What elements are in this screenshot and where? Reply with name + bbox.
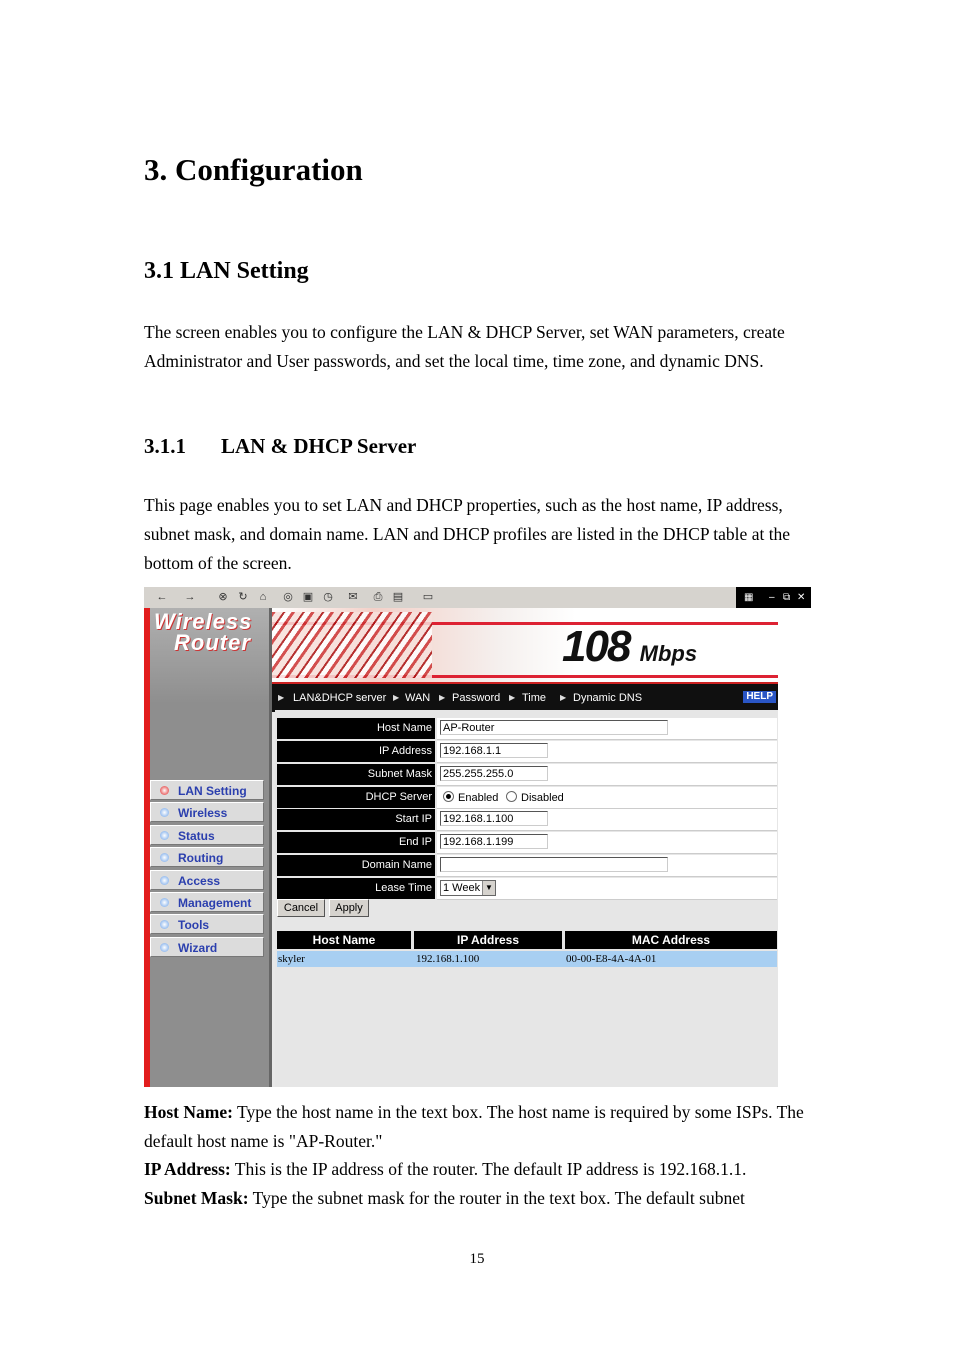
start-ip-input[interactable]: 192.168.1.100	[440, 811, 548, 826]
router-screenshot	[144, 587, 811, 1087]
sidebar-item-label: Tools	[178, 918, 210, 933]
col-ip-address: IP Address	[414, 931, 562, 949]
minimize-icon[interactable]: –	[769, 592, 775, 603]
logo-line1: Wireless	[154, 609, 253, 634]
sidebar-item-wireless[interactable]	[150, 802, 264, 822]
bullet-icon	[160, 876, 169, 885]
term-subnet-mask: Subnet Mask:	[144, 1187, 249, 1208]
lease-time-select[interactable]	[440, 880, 496, 896]
speed-badge	[562, 622, 697, 672]
end-ip-input[interactable]: 192.168.1.199	[440, 834, 548, 849]
nav-arrow-icon: ▶	[439, 693, 446, 702]
nav-arrow-icon: ▶	[393, 693, 400, 702]
tab-password[interactable]: Password	[452, 692, 501, 704]
dhcp-server-label: DHCP Server	[277, 787, 435, 808]
apply-button[interactable]: Apply	[329, 899, 369, 917]
subnet-mask-row	[277, 764, 777, 786]
sidebar-item-lan-setting[interactable]	[150, 780, 264, 800]
chevron-down-icon: ▼	[482, 881, 495, 895]
edit-icon[interactable]: ▤	[392, 591, 404, 603]
nav-arrow-icon: ▶	[278, 693, 285, 702]
logo-line2: Router	[174, 630, 251, 655]
bullet-icon	[160, 786, 169, 795]
subsection-title	[144, 434, 416, 459]
domain-name-row	[277, 855, 777, 877]
home-icon[interactable]: ⌂	[259, 591, 267, 603]
bullet-icon	[160, 898, 169, 907]
field-cell	[437, 832, 777, 854]
banner-graphic	[272, 612, 432, 678]
top-nav	[272, 682, 778, 712]
search-icon[interactable]: ◎	[283, 591, 293, 603]
page-number: 15	[469, 1251, 485, 1267]
dhcp-enabled-label: Enabled	[458, 792, 499, 804]
term-ip-address: IP Address:	[144, 1159, 231, 1179]
print-icon[interactable]: ⎙	[373, 591, 383, 603]
field-cell	[437, 741, 777, 763]
bullet-icon	[160, 808, 169, 817]
nav-arrow-icon: ▶	[560, 693, 567, 702]
host-name-input[interactable]: AP-Router	[440, 720, 668, 735]
col-host-name: Host Name	[277, 931, 411, 949]
logo	[154, 611, 252, 653]
lease-time-row	[277, 878, 777, 900]
domain-name-label: Domain Name	[277, 855, 435, 876]
browser-toolbar	[144, 587, 811, 609]
lease-time-value: 1 Week	[443, 882, 481, 894]
field-cell	[437, 718, 777, 740]
term-host-name: Host Name:	[144, 1102, 233, 1122]
subsection-paragraph: This page enables you to set LAN and DHCP properties, such as the host name, IP address, subnet mask, and domain name. LAN and DHCP profiles are listed in the DHCP table at the bottom of the screen.	[144, 495, 791, 573]
sidebar-item-label: Wizard	[178, 940, 218, 955]
discuss-icon[interactable]: ▭	[422, 591, 434, 603]
subnet-mask-input[interactable]: 255.255.255.0	[440, 766, 548, 781]
sidebar-item-label: Routing	[178, 851, 224, 866]
chapter-title: 3. Configuration	[144, 152, 363, 187]
sidebar-item-routing[interactable]	[150, 847, 264, 867]
subsection-heading: LAN & DHCP Server	[221, 434, 417, 458]
cancel-button[interactable]: Cancel	[277, 899, 325, 917]
bullet-icon	[160, 831, 169, 840]
forward-arrow-icon[interactable]: →	[184, 591, 196, 603]
cell-mac-address: 00-00-E8-4A-4A-01	[566, 953, 657, 965]
field-cell	[437, 787, 777, 809]
sidebar-item-label: LAN Setting	[178, 784, 247, 798]
ip-address-row	[277, 741, 777, 763]
mail-icon[interactable]: ✉	[348, 591, 358, 603]
end-ip-row	[277, 832, 777, 854]
sidebar-menu	[150, 780, 264, 959]
end-ip-label: End IP	[277, 832, 435, 853]
restore-icon[interactable]: ⧉	[783, 592, 791, 603]
sidebar-item-label: Status	[178, 828, 215, 843]
ip-address-input[interactable]: 192.168.1.1	[440, 743, 548, 758]
stop-icon[interactable]: ⊗	[218, 591, 228, 603]
table-row[interactable]	[277, 951, 777, 967]
bullet-icon	[160, 943, 169, 952]
start-ip-label: Start IP	[277, 809, 435, 830]
sidebar	[144, 608, 272, 1087]
speed-value: 108	[562, 622, 630, 671]
banner	[272, 608, 778, 682]
lan-dhcp-form	[275, 710, 778, 1087]
cell-ip-address: 192.168.1.100	[416, 953, 480, 965]
radio-selected-icon	[443, 791, 454, 802]
sidebar-item-label: Wireless	[178, 806, 228, 821]
tab-lan-dhcp-server[interactable]: LAN&DHCP server	[293, 692, 387, 704]
tab-wan[interactable]: WAN	[405, 692, 431, 704]
tab-time[interactable]: Time	[522, 692, 547, 704]
bullet-icon	[160, 920, 169, 929]
desc-host-name: Type the host name in the text box. The host name is required by some ISPs. The default host name is "AP-Router."	[144, 1102, 804, 1151]
speed-unit: Mbps	[639, 641, 698, 666]
subsection-number: 3.1.1	[144, 434, 186, 458]
field-descriptions	[144, 1098, 824, 1212]
bullet-icon	[160, 853, 169, 862]
dhcp-enabled-radio[interactable]	[443, 791, 498, 805]
desc-ip-address: This is the IP address of the router. The default IP address is 192.168.1.1.	[230, 1159, 747, 1179]
sidebar-item-tools[interactable]	[150, 914, 264, 934]
subnet-mask-label: Subnet Mask	[277, 764, 435, 785]
field-cell	[437, 764, 777, 786]
host-name-label: Host Name	[277, 718, 435, 739]
field-cell	[437, 855, 777, 877]
windows-logo-icon: ▦	[744, 592, 754, 603]
ip-address-label: IP Address	[277, 741, 435, 762]
history-icon[interactable]: ◷	[323, 591, 333, 603]
dhcp-disabled-label: Disabled	[521, 792, 564, 804]
tab-dynamic-dns[interactable]: Dynamic DNS	[573, 692, 643, 704]
host-name-row	[277, 718, 777, 740]
help-button[interactable]: HELP	[743, 691, 776, 703]
sidebar-item-access[interactable]	[150, 870, 264, 890]
sidebar-item-status[interactable]	[150, 825, 264, 845]
nav-arrow-icon: ▶	[509, 693, 516, 702]
field-cell	[437, 878, 777, 900]
back-arrow-icon[interactable]: ←	[156, 591, 168, 603]
domain-name-input[interactable]	[440, 857, 668, 872]
dhcp-table-header	[277, 931, 777, 949]
field-cell	[437, 809, 777, 831]
page-margin	[778, 608, 811, 1087]
col-mac-address: MAC Address	[565, 931, 777, 949]
desc-subnet-mask: Type the subnet mask for the router in the text box. The default subnet	[248, 1187, 745, 1208]
close-icon[interactable]: ✕	[797, 592, 806, 603]
dhcp-server-row	[277, 787, 777, 809]
cell-host-name: skyler	[278, 953, 305, 965]
dhcp-disabled-radio[interactable]	[506, 791, 564, 805]
favorites-icon[interactable]: ▣	[302, 591, 314, 603]
sidebar-item-label: Management	[178, 895, 252, 910]
refresh-icon[interactable]: ↻	[238, 591, 248, 603]
radio-unselected-icon	[506, 791, 517, 802]
sidebar-item-label: Access	[178, 873, 221, 888]
sidebar-item-management[interactable]	[150, 892, 264, 912]
sidebar-item-wizard[interactable]	[150, 937, 264, 957]
section-title: 3.1 LAN Setting	[144, 258, 309, 284]
window-controls	[736, 587, 811, 608]
intro-paragraph: The screen enables you to configure the LAN & DHCP Server, set WAN parameters, create Administrator and User passwords, and set the local time, time zone, and dynamic DNS.	[144, 322, 785, 371]
lease-time-label: Lease Time	[277, 878, 435, 899]
start-ip-row	[277, 809, 777, 831]
